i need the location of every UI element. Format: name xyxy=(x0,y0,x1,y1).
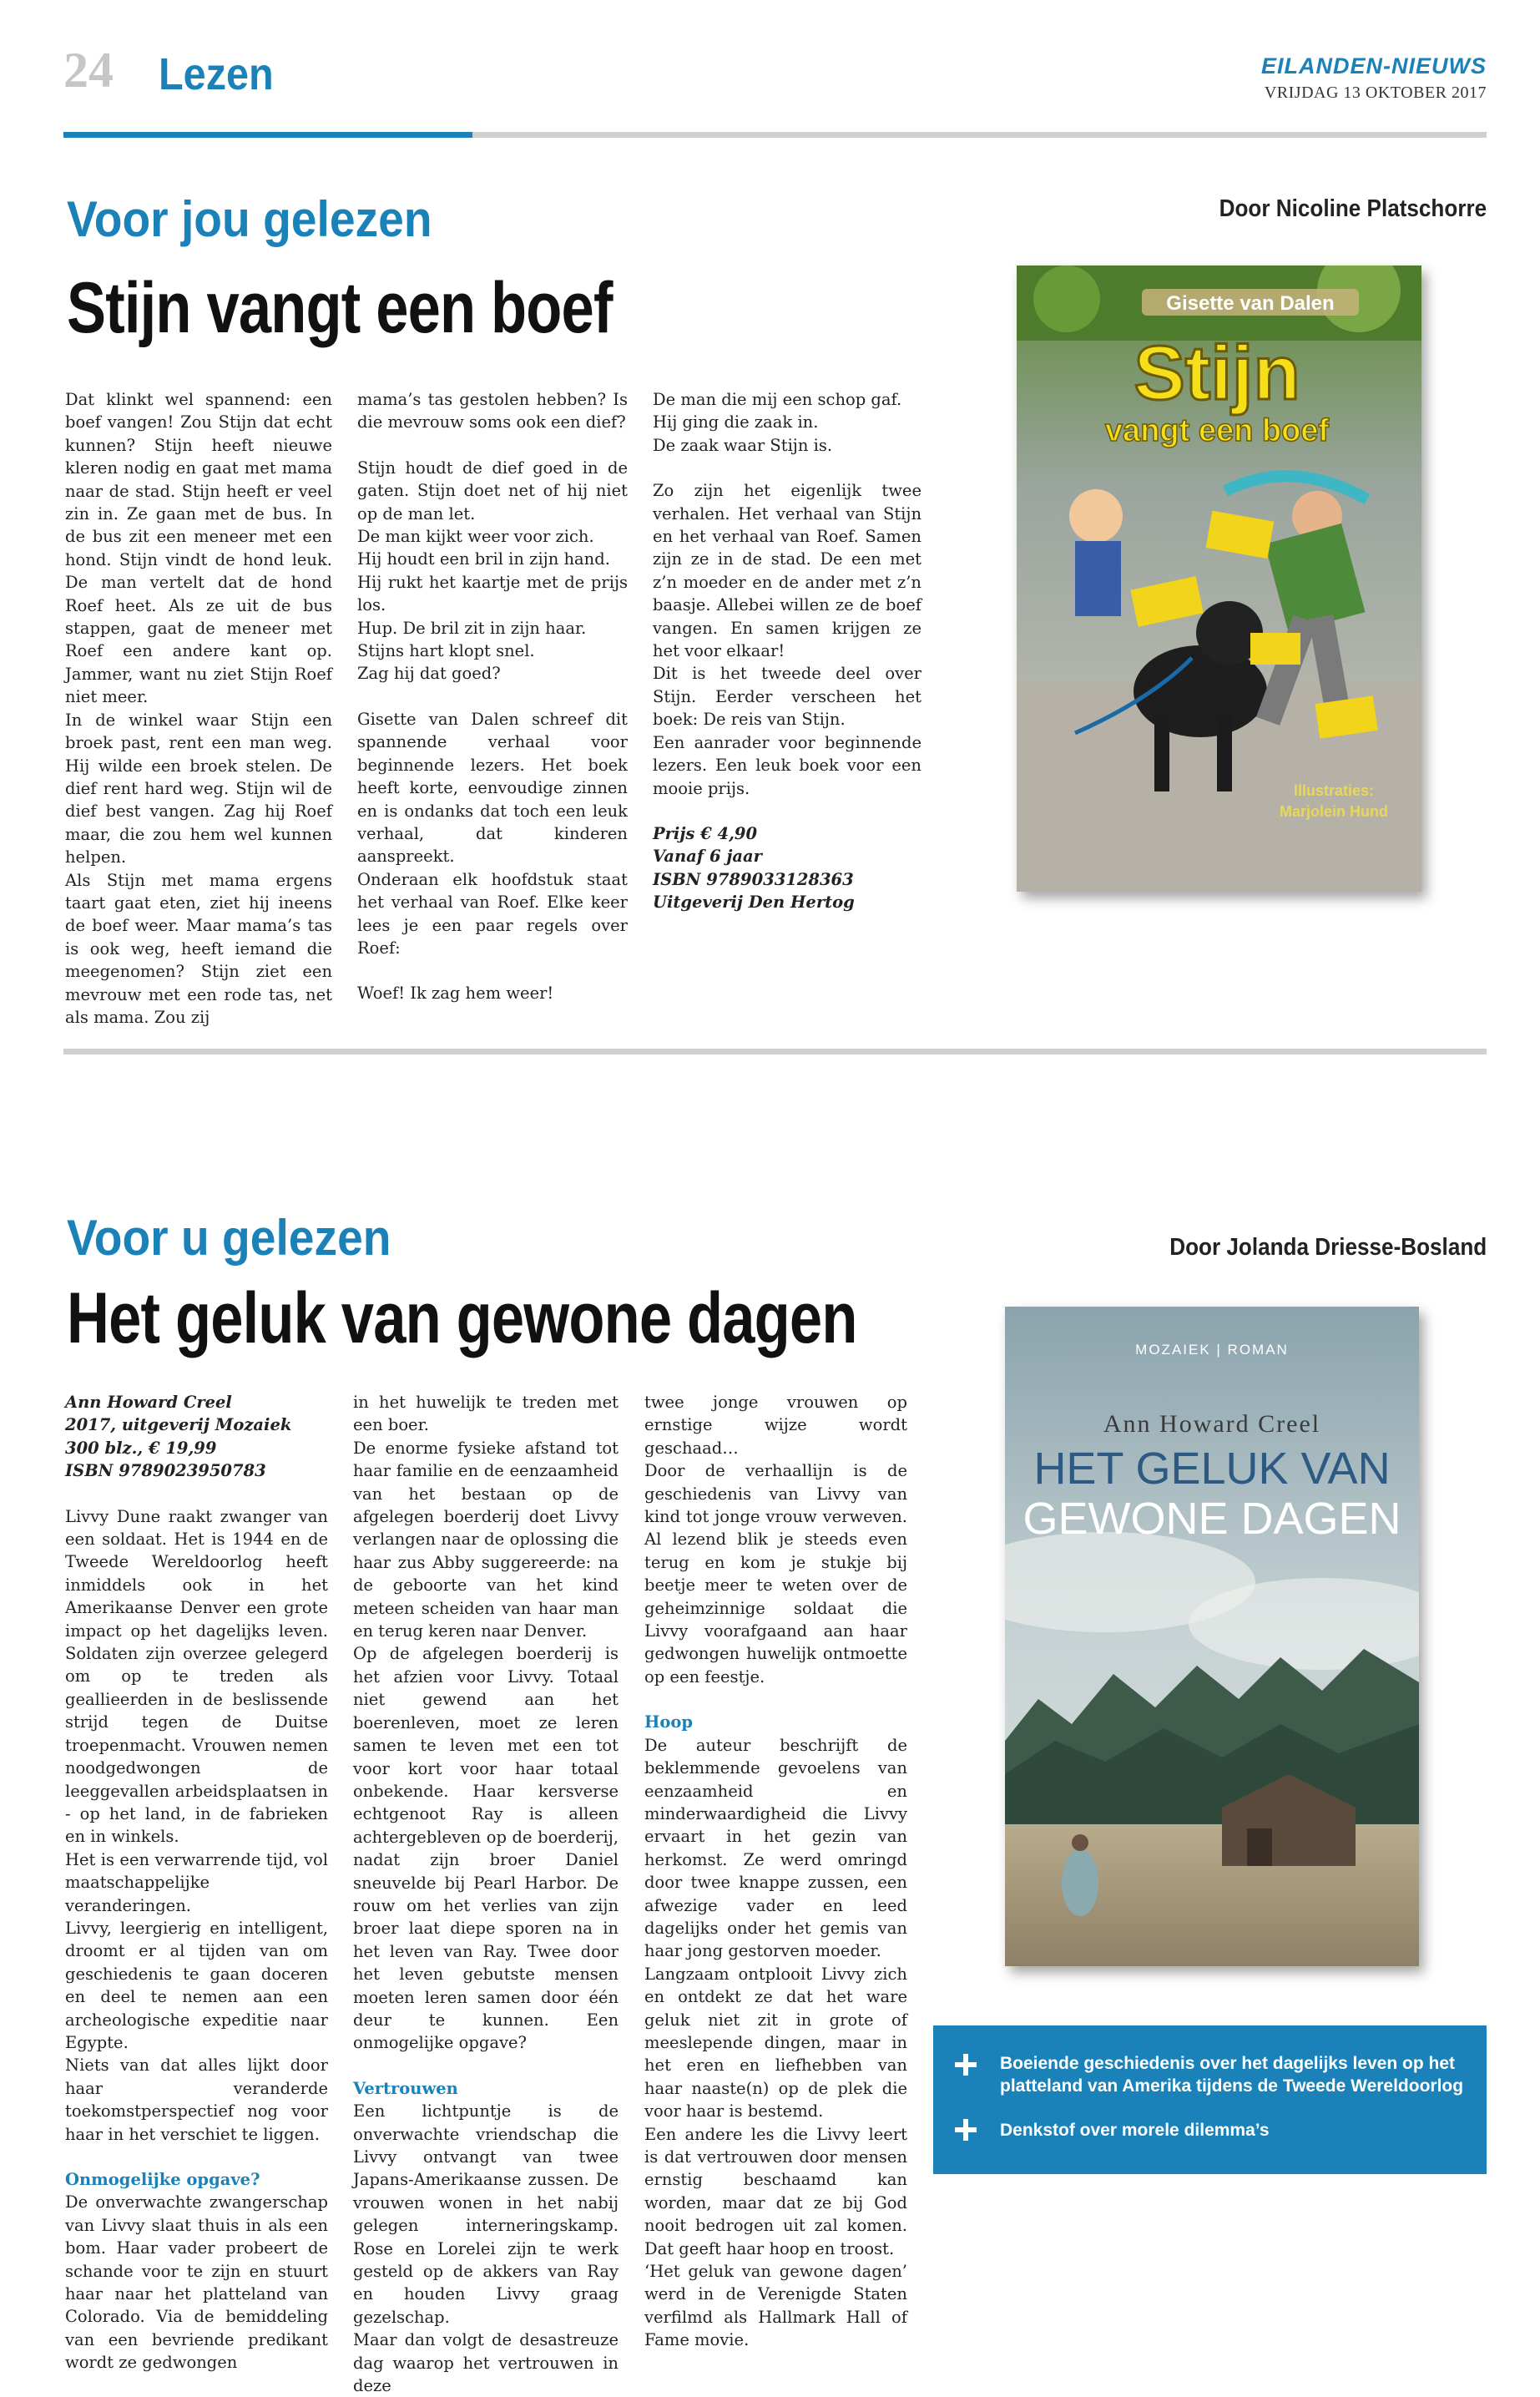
cover-subtitle: vangt een boef xyxy=(1104,413,1330,448)
article1-column-1 xyxy=(65,388,332,1029)
article1-byline: Door Nicoline Platschorre xyxy=(1219,195,1487,222)
section-divider xyxy=(63,1049,1487,1054)
article2-headline: Het geluk van gewone dagen xyxy=(67,1278,857,1358)
cover-author: Ann Howard Creel xyxy=(1103,1410,1321,1438)
article2-byline: Door Jolanda Driesse-Bosland xyxy=(1169,1234,1487,1261)
book-price: Prijs € 4,90 xyxy=(653,823,758,843)
paragraph: mama’s tas gestolen hebben? Is die mevrouw soms ook een dief? xyxy=(357,390,628,432)
book-info xyxy=(653,822,921,914)
plus-icon xyxy=(955,2054,977,2076)
cover-illustrator: Marjolein Hund xyxy=(1280,803,1388,820)
cover-publisher: MOZAIEK | ROMAN xyxy=(1135,1342,1289,1358)
paragraph: Livvy Dune raakt zwanger van een soldaat. Het is 1944 en de Tweede Wereldoorlog heeft inmiddels ook in het Amerikaanse Denver een grote impact op het dagelijks leven. Soldaten zijn overzee gelegerd om op te treden als geallieerden in de beslissende strijd tegen de Duitse troepenmacht. Vrouwen nemen noodgedwongen de leeggevallen arbeidsplaatsen in - op het land, in de fabrieken en in winkels. Het is een verwarrende tijd, vol maatschappelijke veranderingen. Livvy, leergierig en intelligent, droomt er al tijden van om geschiedenis te gaan doceren en deel te nemen aan een archeologische expeditie naar Egypte. Niets van dat alles lijkt door haar veranderde toekomstperspectief nog voor haar in het verschiet te liggen. xyxy=(65,1506,328,2144)
article2-column-2 xyxy=(353,1391,619,2397)
paragraph: De auteur beschrijft de beklemmende gevoelens van eenzaamheid en minderwaardigheid die Livvy ervaart in het gezin van herkomst. Ze werd omringd door twee knappe zussen, een afwezige vader en leed dagelijks onder het gemis van haar jong gestorven moeder. Langzaam ontplooit Livvy zich en ontdekt ze dat het ware geluk niet zit in grote of meeslepende dingen, maar in het eren en liefhebben van haar naaste(n) op de plek die voor haar is bestemd. Een andere les die Livvy leert is dat vertrouwen door mensen ernstig beschaamd kan worden, maar dat ze bij God nooit bedrogen uit zal komen. Dat geeft haar hoop en troost. ‘Het geluk van gewone dagen’ werd in de Verenigde Staten verfilmd als Hallmark Hall of Fame movie. xyxy=(644,1735,907,2350)
paragraph: Gisette van Dalen schreef dit spannende verhaal voor beginnende lezers. Het boek heeft korte, eenvoudige zinnen en is ondanks dat toch een leuk verhaal, dat kinderen aanspreekt. Onderaan elk hoofdstuk staat het verhaal van Roef. Elke keer lees je een paar regels over Roef: xyxy=(357,709,628,958)
paragraph: De onverwachte zwangerschap van Livvy slaat thuis in als een bom. Haar vader probeert de schande voor te zijn en stuurt haar naar het platteland van Colorado. Via de bemiddeling van een bevriende predikant wordt ze gedwongen xyxy=(65,2192,328,2373)
subheading: Onmogelijke opgave? xyxy=(65,2170,260,2189)
section-title: Lezen xyxy=(159,49,274,99)
book-cover-geluk xyxy=(1005,1307,1419,1966)
subheading: Hoop xyxy=(644,1712,694,1732)
book-cover-stijn xyxy=(1017,265,1421,892)
header-rule-accent xyxy=(63,132,472,138)
paragraph: twee jonge vrouwen op ernstige wijze wordt geschaad… Door de verhaallijn is de geschiedenis van Livvy van kind tot jonge vrouw verweven. Al lezend blik je steeds even terug en kom je stukje bij beetje meer te weten over de geheimzinnige soldaat die Livvy voorafgaand aan haar gedwongen huwelijk ontmoette op een feestje. xyxy=(644,1393,907,1686)
cover-title: Stijn xyxy=(1134,331,1300,416)
cover-illustration xyxy=(1005,1307,1419,1966)
paragraph: in het huwelijk te treden met een boer. De enorme fysieke afstand tot haar familie en de eenzaamheid van het bestaan op de afgelegen boerderij doet Livvy verlangen naar de oplossing die haar zus Abby suggereerde: na de geboorte van het kind meteen scheiden van haar man en terug keren naar Denver. Op de afgelegen boerderij is het afzien voor Livvy. Totaal niet gewend aan het boerenleven, moet ze leren samen te leven met een tot voor kort voor haar totaal onbekende. Haar kersverse echtgenoot Ray is alleen achtergebleven op de boerderij, nadat zijn broer Daniel sneuvelde bij Pearl Harbor. De rouw om het verlies van zijn broer laat diepe sporen na in het leven van Ray. Twee door het leven gebutste mensen moeten leren samen door één deur te kunnen. Een onmogelijke opgave? xyxy=(353,1393,619,2053)
book-pages-price: 300 blz., € 19,99 xyxy=(65,1438,217,1458)
paragraph: Een lichtpuntje is de onverwachte vriendschap die Livvy ontvangt van twee Japans-Amerikaanse zussen. De vrouwen wonen in het nabij gelegen interneringskamp. Rose en Lorelei zijn te werk gesteld op de akkers van Ray en houden Livvy graag gezelschap. Maar dan volgt de desastreuze dag waarop het vertrouwen in deze xyxy=(353,2101,619,2396)
highlights-box xyxy=(933,2025,1487,2174)
cover-author: Gisette van Dalen xyxy=(1166,292,1335,315)
highlight-item: Boeiende geschiedenis over het dagelijks leven op het platteland van Amerika tijdens de Tweede Wereldoorlog xyxy=(1000,2054,1464,2096)
paragraph: Stijn houdt de dief goed in de gaten. Stijn doet net of hij niet op de man let. De man kijkt weer voor zich. Hij houdt een bril in zijn hand. Hij rukt het kaartje met de prijs los. Hup. De bril zit in zijn haar. Stijns hart klopt snel. Zag hij dat goed? xyxy=(357,458,628,684)
paragraph: De man die mij een schop gaf. Hij ging die zaak in. De zaak waar Stijn is. xyxy=(653,390,902,455)
cover-title-line1: HET GELUK VAN xyxy=(1033,1444,1391,1494)
paragraph: Dat klinkt wel spannend: een boef vangen! Zou Stijn dat echt kunnen? Stijn heeft nieuwe kleren nodig en gaat met mama naar de stad. Stijn heeft er veel zin in. Ze gaan met de bus. In de bus zit een meneer met een hond. Stijn vindt de hond leuk. De man vertelt dat de hond Roef heet. Als ze uit de bus stappen, gaat de meneer met Roef een andere kant op. Jammer, want nu ziet Stijn Roef niet meer. xyxy=(65,390,332,707)
cover-title-line2: GEWONE DAGEN xyxy=(1022,1494,1401,1544)
highlight-item: Denkstof over morele dilemma’s xyxy=(1000,2121,1270,2140)
book-age: Vanaf 6 jaar xyxy=(653,847,762,867)
article2-kicker: Voor u gelezen xyxy=(67,1210,391,1266)
cover-illustration xyxy=(1017,265,1421,892)
book-publisher: Uitgeverij Den Hertog xyxy=(653,893,855,913)
cover-illustrator-label: Illustraties: xyxy=(1293,782,1375,799)
paragraph: Als Stijn met mama ergens taart gaat eten, ziet hij ineens de boef weer. Maar mama’s tas is ook weg, heeft iemand die meegenomen? Stijn ziet een mevrouw met een rode tas, net als mama. Zou zij xyxy=(65,870,332,1027)
book-year-publisher: 2017, uitgeverij Mozaiek xyxy=(65,1415,292,1435)
paragraph: Woef! Ik zag hem weer! xyxy=(357,984,554,1004)
article1-kicker: Voor jou gelezen xyxy=(67,191,432,247)
book-isbn: ISBN 9789033128363 xyxy=(653,869,854,889)
paragraph: Zo zijn het eigenlijk twee verhalen. Het verhaal van Stijn en het verhaal van Roef. Samen zijn ze in de stad. De een met z’n moeder en de ander met z’n baasje. Allebei willen ze de boef vangen. En samen krijgen ze het voor elkaar! Dit is het tweede deel over Stijn. Eerder verscheen het boek: De reis van Stijn. Een aanrader voor beginnende lezers. Een leuk boek voor een mooie prijs. xyxy=(653,481,921,798)
article2-column-3 xyxy=(644,1391,907,2352)
article1-column-2 xyxy=(357,388,628,1005)
book-isbn: ISBN 9789023950783 xyxy=(65,1461,266,1481)
article1-headline: Stijn vangt een boef xyxy=(67,268,613,348)
masthead-logo: EILANDEN-NIEUWS xyxy=(1261,53,1487,78)
article2-column-1 xyxy=(65,1391,328,2374)
paragraph: In de winkel waar Stijn een broek past, rent een man weg. Hij wilde een broek stelen. De dief rent hard weg. Stijn wil de dief best vangen. Zag hij Roef maar, die zou hem wel kunnen helpen. xyxy=(65,710,332,867)
page-number: 24 xyxy=(63,43,114,98)
plus-icon xyxy=(955,2119,977,2141)
article1-column-3 xyxy=(653,388,921,914)
book-author: Ann Howard Creel xyxy=(65,1393,232,1412)
subheading: Vertrouwen xyxy=(353,2078,458,2098)
issue-date: VRIJDAG 13 OKTOBER 2017 xyxy=(1264,83,1487,102)
